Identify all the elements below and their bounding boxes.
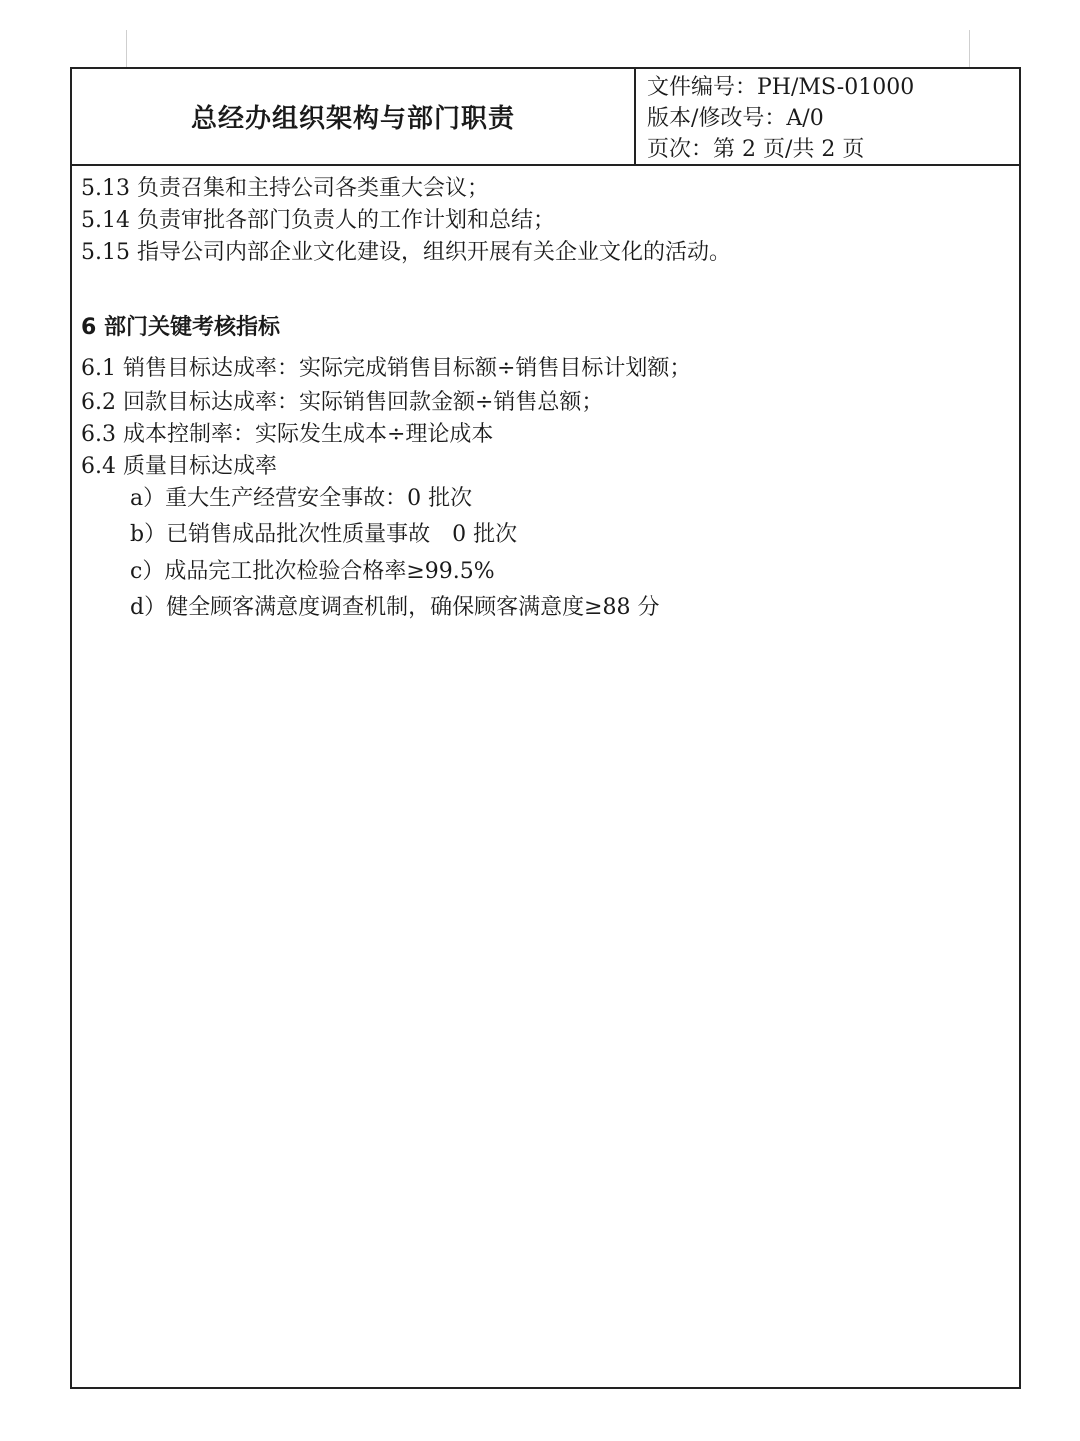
- item-5-13: 5.13 负责召集和主持公司各类重大会议；: [81, 176, 489, 201]
- document-title: 总经办组织架构与部门职责: [190, 104, 515, 134]
- sub-item-b: b）已销售成品批次性质量事故 0 批次: [130, 522, 518, 547]
- sub-item-c: c）成品完工批次检验合格率≥99.5%: [130, 559, 495, 584]
- item-6-3: 6.3 成本控制率：实际发生成本÷理论成本: [81, 422, 494, 447]
- sub-item-a: a）重大生产经营安全事故：0 批次: [130, 486, 473, 511]
- document-frame: [70, 67, 1021, 1389]
- document-meta: [634, 69, 1021, 164]
- section-6-title: 6 部门关键考核指标: [81, 315, 280, 340]
- item-6-2: 6.2 回款目标达成率：实际销售回款金额÷销售总额；: [81, 390, 604, 415]
- doc-version: 版本/修改号：A/0: [647, 106, 824, 131]
- doc-page: 页次：第 2 页/共 2 页: [647, 137, 865, 162]
- item-5-14: 5.14 负责审批各部门负责人的工作计划和总结；: [81, 208, 555, 233]
- doc-number: 文件编号：PH/MS-01000: [647, 75, 915, 100]
- document-header: [72, 69, 1019, 166]
- crop-mark-right: [969, 30, 970, 67]
- sub-item-d: d）健全顾客满意度调查机制，确保顾客满意度≥88 分: [130, 595, 660, 620]
- crop-mark-left: [126, 30, 127, 67]
- item-5-15: 5.15 指导公司内部企业文化建设，组织开展有关企业文化的活动。: [81, 240, 731, 265]
- item-6-4: 6.4 质量目标达成率: [81, 454, 277, 479]
- item-6-1: 6.1 销售目标达成率：实际完成销售目标额÷销售目标计划额；: [81, 356, 692, 381]
